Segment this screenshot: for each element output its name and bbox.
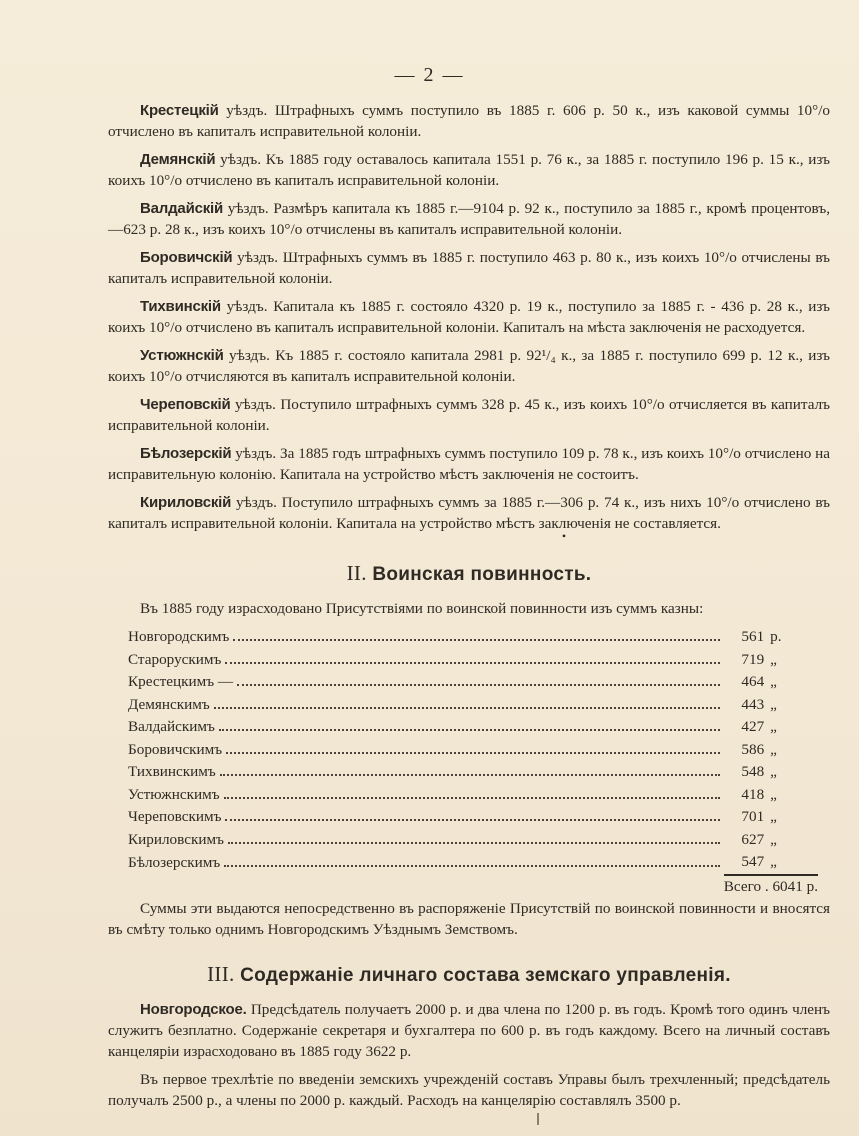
row-zemstvo-name: Боровичскимъ	[128, 740, 223, 758]
row-unit: „	[770, 650, 777, 668]
section-2-intro: Въ 1885 году израсходовано Присутствіями по воинской повинности изъ суммъ казны:	[140, 600, 704, 617]
row-unit: „	[770, 695, 777, 713]
district-name: Боровичскій	[140, 249, 233, 266]
row-amount: 627	[741, 830, 765, 848]
district-name: Череповскій	[140, 396, 231, 413]
row-unit: „	[770, 740, 777, 758]
expenditure-row	[128, 829, 818, 852]
section-3-text: Предсѣдатель получаетъ 2000 р. и два члена по 1200 р. въ годъ. Кромѣ того одинъ членъ служитъ безплатно. Содержаніе секретаря и бухгалтера по 600 р. въ годъ каждому. Всего на личный составъ канцеляріи израсходовано въ 1885 году 3622 р.	[108, 1001, 831, 1060]
row-zemstvo-name: Крестецкимъ —	[128, 673, 234, 690]
expenditure-row	[128, 716, 818, 739]
district-paragraph	[108, 296, 830, 338]
expenditure-row	[128, 761, 818, 784]
dot-leader	[220, 773, 720, 776]
section-3-paragraph	[108, 999, 830, 1062]
section-3-paragraph: Въ первое трехлѣтіе по введеніи земскихъ учрежденій составъ Управы былъ трехчленный; предсѣдатель получалъ 2500 р., а члены по 2000 р. каждый. Расходъ на канцелярію составлялъ 3500 р.	[108, 1071, 830, 1109]
row-amount: 547	[741, 853, 765, 870]
district-name: Тихвинскій	[140, 298, 221, 315]
dot-leader	[219, 728, 720, 731]
row-zemstvo-name: Тихвинскимъ	[128, 763, 216, 780]
section-2-number: II.	[346, 561, 367, 585]
expenditure-row	[128, 851, 818, 875]
expenditure-row	[128, 784, 818, 807]
district-paragraph	[108, 345, 830, 387]
total-label: Всего .	[723, 877, 769, 895]
row-amount: 427	[741, 718, 765, 735]
scan-mark	[537, 1113, 539, 1125]
dot-leader	[224, 864, 720, 867]
row-zemstvo-name: Валдайскимъ	[128, 718, 215, 735]
row-amount: 418	[741, 785, 765, 803]
district-text: уѣздъ. Размѣръ капитала къ 1885 г.—9104 р. 92 к., поступило за 1885 г., кромѣ процентовъ,—623 р. 28 к., изъ коихъ 10°/о отчислены въ капиталъ исправительной колоніи.	[108, 200, 830, 238]
dot-leader	[226, 751, 720, 754]
row-zemstvo-name: Бѣлозерскимъ	[128, 853, 221, 871]
expenditure-row	[128, 694, 818, 717]
expenditure-row	[128, 739, 818, 762]
expenditure-row	[128, 671, 818, 694]
section-3-number: III.	[207, 962, 235, 986]
dot-leader	[214, 706, 720, 709]
total-amount: 6041	[772, 877, 803, 895]
section-2-heading	[108, 561, 830, 586]
row-unit: „	[770, 718, 777, 735]
dot-leader	[225, 818, 719, 821]
district-name: Бѣлозерскій	[140, 445, 232, 462]
district-paragraph	[108, 247, 830, 289]
district-reports	[108, 100, 831, 543]
row-unit: „	[770, 830, 777, 848]
expenditure-row	[128, 649, 818, 672]
district-paragraph	[108, 492, 830, 534]
district-name: Устюжнскій	[140, 347, 224, 364]
row-unit: „	[770, 785, 777, 803]
district-text: уѣздъ. Поступило штрафныхъ суммъ за 1885 г.—306 р. 74 к., изъ нихъ 10°/о отчислено въ капиталъ исправительной колоніи. Капитала на устройство мѣстъ заключенія не составляется.	[108, 494, 831, 532]
district-text: уѣздъ. Капитала къ 1885 г. состояло 4320 р. 19 к., поступило за 1885 г. - 436 р. 28 к., изъ коихъ 10°/о отчислено въ капиталъ исправительной колоніи. Капиталъ на мѣста заключенія не расходуется.	[108, 298, 831, 336]
district-text: уѣздъ. Поступило штрафныхъ суммъ 328 р. 45 к., изъ коихъ 10°/о отчисляется въ капиталъ исправительной колоніи.	[108, 396, 830, 434]
expenditure-table	[128, 626, 818, 898]
expenditure-row	[128, 626, 818, 649]
district-paragraph	[108, 394, 830, 436]
district-name: Крестецкій	[140, 102, 219, 119]
row-unit: р.	[770, 628, 782, 645]
row-amount: 719	[741, 650, 765, 668]
dot-leader	[233, 638, 719, 641]
district-paragraph	[108, 198, 830, 240]
section-3-title: Содержаніе личнаго состава земскаго управленія.	[240, 965, 731, 986]
district-paragraph	[108, 100, 830, 142]
total-unit: р.	[806, 877, 818, 895]
row-zemstvo-name: Устюжнскимъ	[128, 785, 220, 803]
row-zemstvo-name: Кириловскимъ	[128, 830, 224, 848]
ornament-dot: •	[561, 529, 567, 543]
dot-leader	[237, 683, 720, 686]
total-row	[128, 875, 818, 899]
expenditure-row	[128, 806, 818, 829]
row-zemstvo-name: Старорускимъ	[128, 650, 222, 668]
dot-leader	[225, 661, 719, 664]
district-name: Валдайскій	[140, 200, 224, 217]
district-text: уѣздъ. Къ 1885 году оставалось капитала 1551 р. 76 к., за 1885 г. поступило 196 р. 15 к., изъ коихъ 10°/о отчислено въ капиталъ исправительной колоніи.	[108, 151, 831, 189]
section-2-title: Воинская повинность.	[372, 564, 592, 585]
row-zemstvo-name: Демянскимъ	[128, 695, 210, 713]
district-text: уѣздъ. Къ 1885 г. состояло капитала 2981 р. 92¹/₄ к., за 1885 г. поступило 699 р. 12 к., изъ коихъ 10°/о отчисляются въ капиталъ исправительной колоніи.	[108, 347, 831, 385]
row-zemstvo-name: Новгородскимъ	[128, 628, 230, 645]
row-zemstvo-name: Череповскимъ	[128, 808, 222, 825]
row-amount: 561	[741, 628, 765, 645]
row-amount: 443	[741, 695, 765, 713]
row-amount: 701	[741, 808, 765, 825]
section-3-heading	[108, 962, 830, 987]
row-amount: 586	[741, 740, 765, 758]
row-unit: „	[770, 763, 777, 780]
row-unit: „	[770, 808, 777, 825]
row-amount: 548	[741, 763, 765, 780]
row-amount: 464	[741, 673, 765, 690]
dot-leader	[228, 841, 720, 844]
page-number: — 2 —	[394, 64, 465, 86]
district-name: Демянскій	[140, 151, 216, 168]
dot-leader	[224, 796, 720, 799]
total-cell	[724, 875, 818, 899]
document-content	[108, 100, 830, 1118]
district-paragraph	[108, 149, 830, 191]
district-paragraph	[108, 443, 830, 485]
district-text: уѣздъ. Штрафныхъ суммъ въ 1885 г. поступило 463 р. 80 к., изъ коихъ 10°/о отчислены въ капиталъ исправительной колоніи.	[108, 249, 831, 287]
row-unit: „	[770, 673, 777, 690]
district-text: уѣздъ. Штрафныхъ суммъ поступило въ 1885 г. 606 р. 50 к., изъ каковой суммы 10°/о отчислено въ капиталъ исправительной колоніи.	[108, 102, 831, 140]
section-2-note: Суммы эти выдаются непосредственно въ распоряженіе Присутствій по воинской повинности и вносятся въ смѣту только однимъ Новгородскимъ Уѣзднымъ Земствомъ.	[108, 900, 830, 938]
district-name: Новгородское.	[140, 1001, 247, 1018]
district-name: Кириловскій	[140, 494, 232, 511]
district-text: уѣздъ. За 1885 годъ штрафныхъ суммъ поступило 109 р. 78 к., изъ коихъ 10°/о отчислено на исправительную колонію. Капитала на устройство мѣстъ заключенія не состоитъ.	[108, 445, 831, 483]
row-unit: „	[770, 853, 777, 870]
